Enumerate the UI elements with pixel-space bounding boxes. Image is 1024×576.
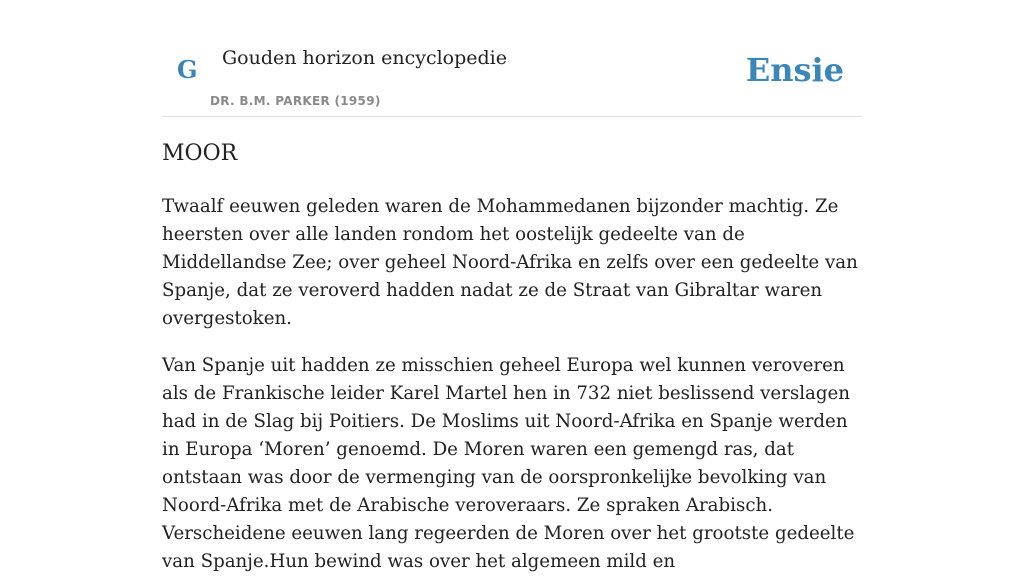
article-paragraph: Van Spanje uit hadden ze misschien geheel Europa wel kunnen veroveren als de Frankische leider Karel Martel hen in 732 niet beslissend verslagen had in de Slag bij Poitiers. De Moslims uit Noord-Afrika en Spanje werden in Europa ‘Moren’ genoemd. De Moren waren een gemengd ras, dat ontstaan was door de vermenging van de oorspronkelijke bevolking van Noord-Afrika met de Arabische veroveraars. Ze spraken Arabisch. Verscheidene eeuwen lang regeerden de Moren over het grootste gedeelte van Spanje.Hun bewind was over het algemeen mild en	[162, 355, 855, 572]
article	[162, 138, 864, 576]
ensie-logo-link[interactable]: Ensie	[745, 51, 844, 89]
book-author: DR. B.M. PARKER (1959)	[210, 94, 381, 108]
book-logo-icon[interactable]: G	[177, 55, 198, 84]
book-header	[162, 0, 862, 117]
article-paragraph: Twaalf eeuwen geleden waren de Mohammedanen bijzonder machtig. Ze heersten over alle landen rondom het oostelijk gedeelte van de Middellandse Zee; over geheel Noord-Afrika en zelfs over een gedeelte van Spanje, dat ze veroverd hadden nadat ze de Straat van Gibraltar waren overgestoken.	[162, 196, 858, 329]
article-title: MOOR	[162, 141, 238, 166]
book-title-link[interactable]: Gouden horizon encyclopedie	[222, 47, 507, 69]
